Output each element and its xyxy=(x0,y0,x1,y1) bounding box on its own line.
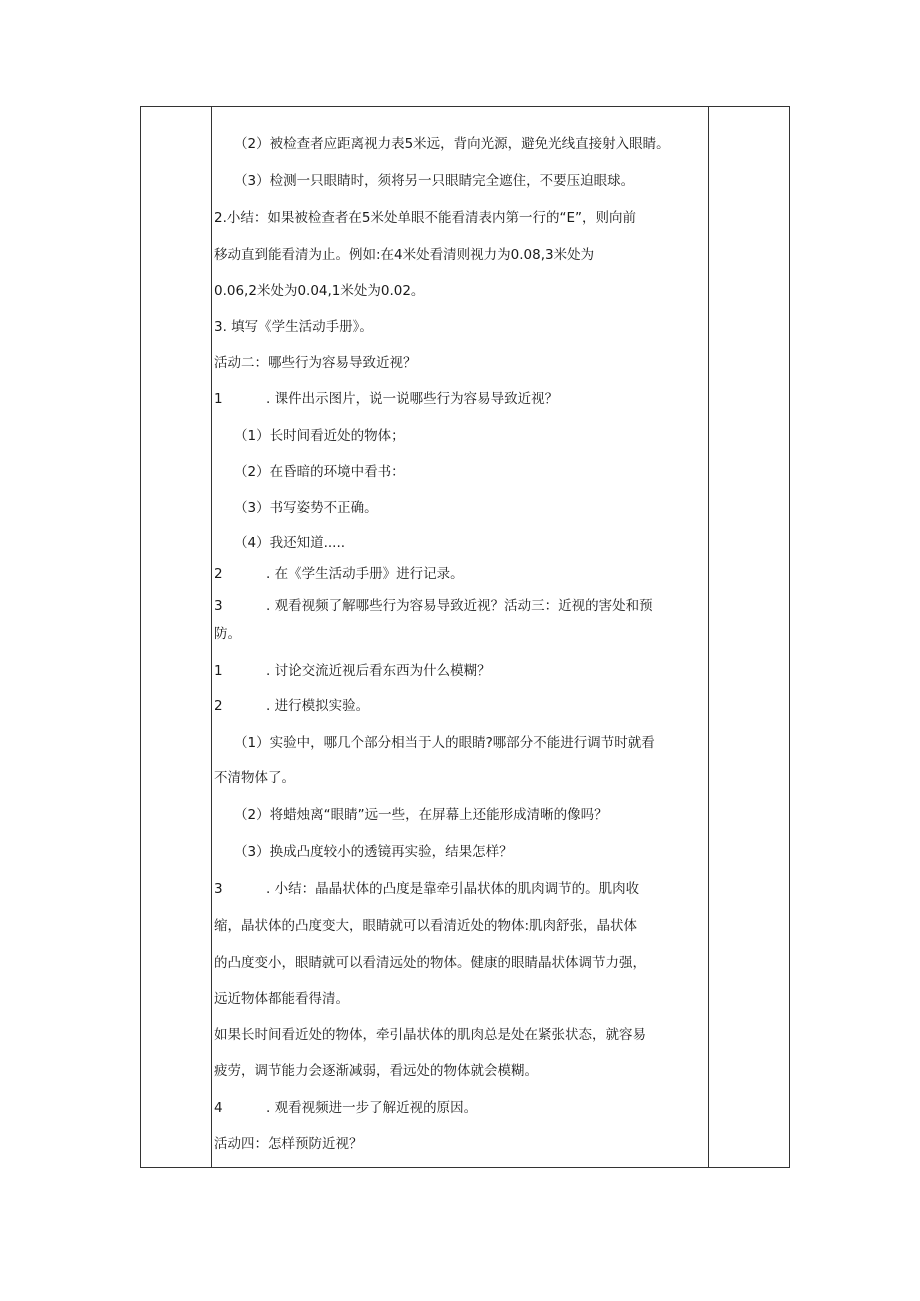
text-line: （3）换成凸度较小的透镜再实验，结果怎样？ xyxy=(234,844,513,860)
text-line: （2）在昏暗的环境中看书： xyxy=(234,464,405,480)
item-number: 4 xyxy=(214,1100,223,1116)
text-line: 3. 填写《学生活动手册》。 xyxy=(214,319,373,335)
column-divider-left xyxy=(211,107,212,1167)
text-line: （2）将蜡烛离“眼睛”远一些，在屏幕上还能形成清晰的像吗？ xyxy=(234,807,608,823)
item-text: . 进行模拟实验。 xyxy=(266,698,370,714)
column-divider-right xyxy=(708,107,709,1167)
item-number: 3 xyxy=(214,881,223,897)
item-number: 1 xyxy=(214,663,223,679)
activity-heading: 活动二：哪些行为容易导致近视？ xyxy=(214,355,417,371)
text-line: （1）长时间看近处的物体； xyxy=(234,428,405,444)
item-text: . 观看视频了解哪些行为容易导致近视？活动三：近视的害处和预 xyxy=(266,598,653,614)
text-line: （2）被检查者应距离视力表5米远，背向光源，避免光线直接射入眼睛。 xyxy=(234,136,670,152)
text-line: 远近物体都能看得清。 xyxy=(214,991,349,1007)
text-line: （4）我还知道..... xyxy=(234,535,346,551)
text-line: 的凸度变小，眼睛就可以看清远处的物体。健康的眼睛晶状体调节力强， xyxy=(214,955,646,971)
item-number: 2 xyxy=(214,698,223,714)
item-text: . 小结：晶晶状体的凸度是靠牵引晶状体的肌肉调节的。肌肉收 xyxy=(266,881,640,897)
text-line: 移动直到能看清为止。例如:在4米处看清则视力为0.08,3米处为 xyxy=(214,247,595,263)
text-line: 不清物体了。 xyxy=(214,770,295,786)
text-line: 如果长时间看近处的物体，牵引晶状体的肌肉总是处在紧张状态，就容易 xyxy=(214,1027,646,1043)
text-line: 防。 xyxy=(214,626,241,642)
item-text: . 在《学生活动手册》进行记录。 xyxy=(266,566,464,582)
activity-heading: 活动四：怎样预防近视？ xyxy=(214,1136,363,1152)
text-line: 0.06,2米处为0.04,1米处为0.02。 xyxy=(214,283,425,299)
text-line: （3）检测一只眼睛时，须将另一只眼睛完全遮住，不要压迫眼球。 xyxy=(234,173,635,189)
text-line: （3）书写姿势不正确。 xyxy=(234,500,378,516)
item-number: 1 xyxy=(214,391,223,407)
text-line: 缩，晶状体的凸度变大，眼睛就可以看清近处的物体:肌肉舒张，晶状体 xyxy=(214,918,638,934)
lesson-table xyxy=(140,106,790,1168)
item-text: . 课件出示图片，说一说哪些行为容易导致近视？ xyxy=(266,391,559,407)
item-text: . 讨论交流近视后看东西为什么模糊？ xyxy=(266,663,491,679)
text-line: 疲劳，调节能力会逐渐减弱，看远处的物体就会模糊。 xyxy=(214,1063,538,1079)
item-number: 2 xyxy=(214,566,223,582)
item-number: 3 xyxy=(214,598,223,614)
item-text: . 观看视频进一步了解近视的原因。 xyxy=(266,1100,478,1116)
text-line: （1）实验中，哪几个部分相当于人的眼睛?哪部分不能进行调节时就看 xyxy=(234,735,655,751)
text-line: 2.小结：如果被检查者在5米处单眼不能看清表内第一行的“E”，则向前 xyxy=(214,210,636,226)
